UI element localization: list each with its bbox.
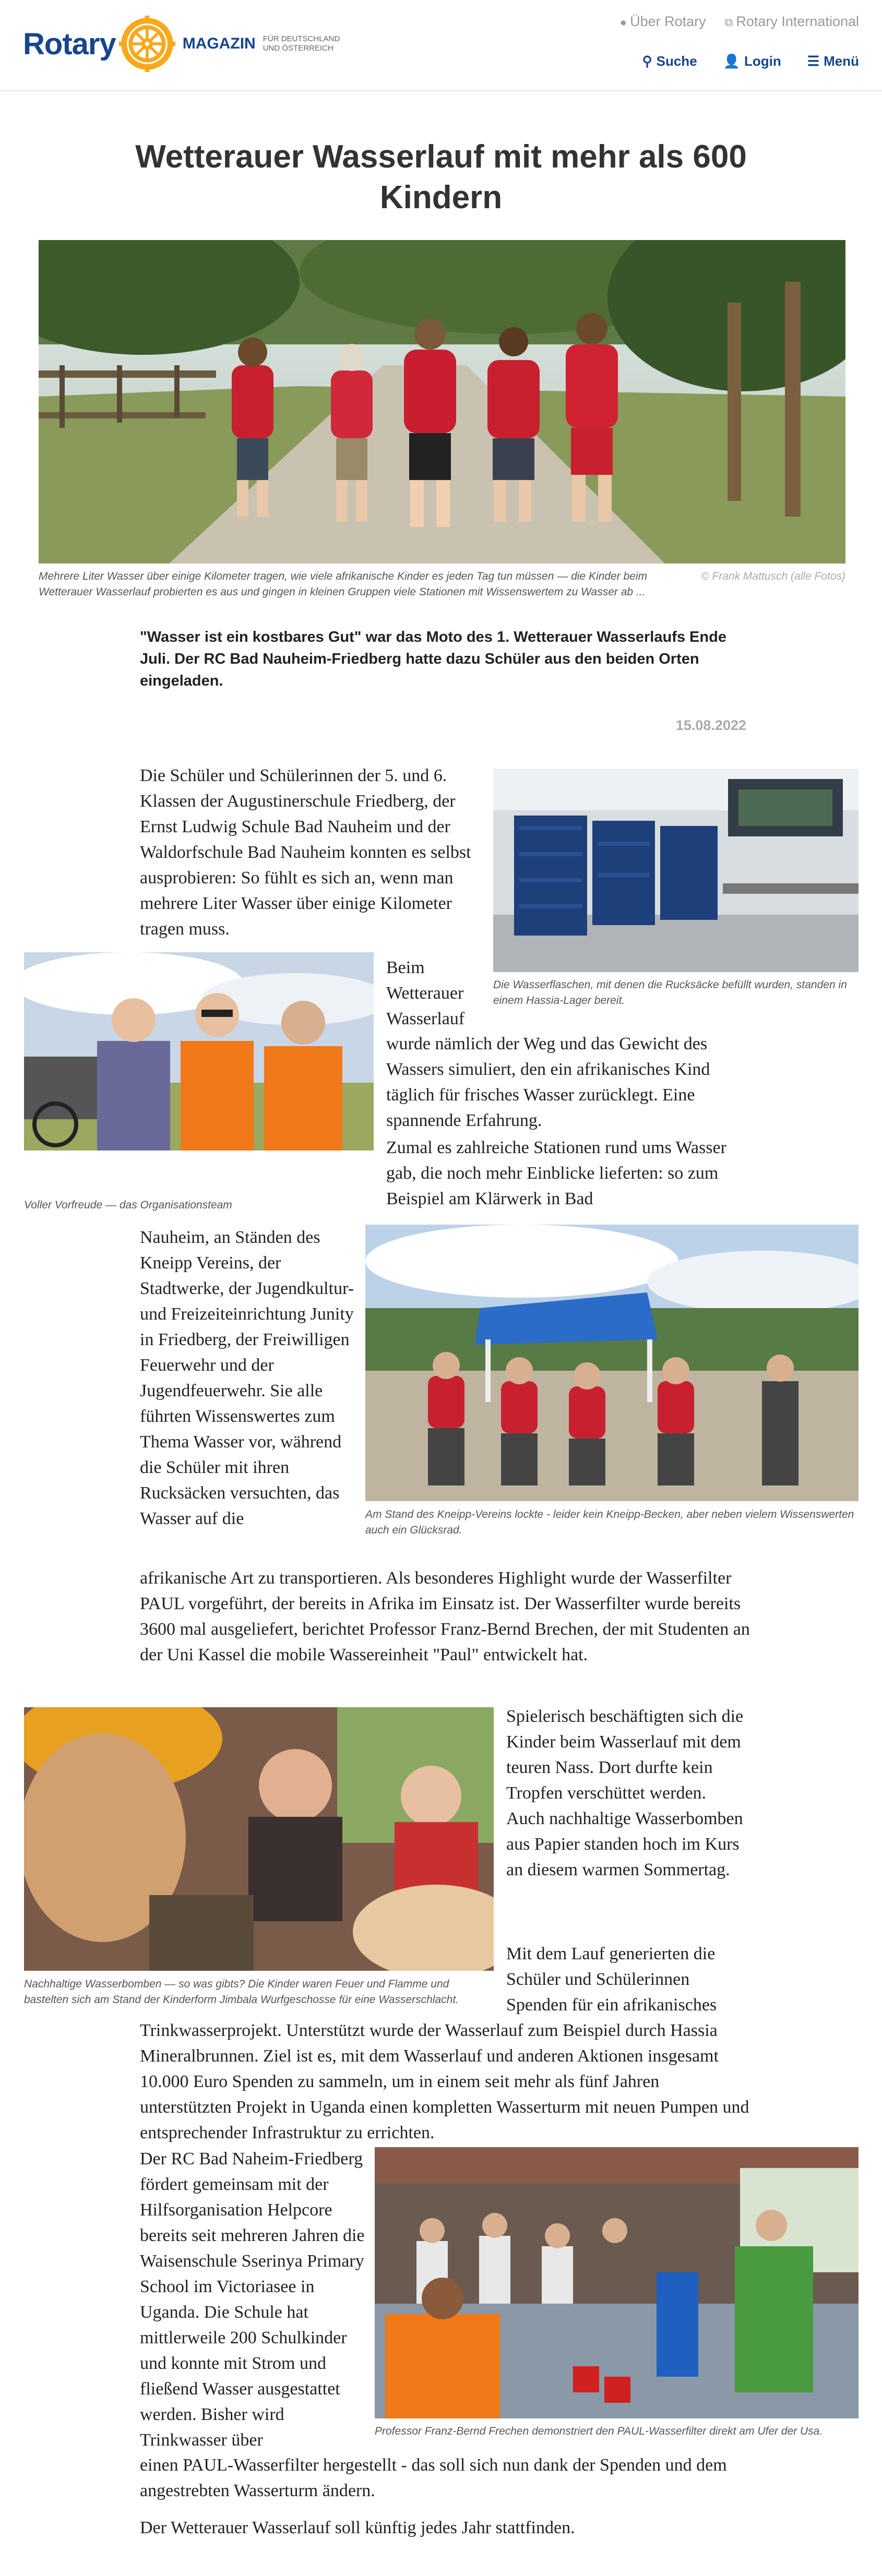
article-title: Wetterauer Wasserlauf mit mehr als 600 Kindern [135,139,747,215]
hero-photo-illustration [39,240,845,564]
photo-bottles-illustration [493,769,859,972]
caption-5: Professor Franz-Bernd Frechen demonstriert den PAUL-Wasserfilter direkt am Ufer der Usa. [375,2425,823,2437]
globe-icon: ● [619,16,627,29]
external-link-icon: ⧉ [724,16,733,29]
caption-3: Am Stand des Kneipp-Vereins lockte - leider kein Kneipp-Becken, aber neben vielem Wissenswerten auch ein Glücksrad. [365,1508,854,1536]
about-rotary-link[interactable]: ● Über Rotary [619,14,706,29]
photo-credit: © Frank Mattusch (alle Fotos) [701,570,845,582]
hero-caption-text: Mehrere Liter Wasser über einige Kilometer tragen, wie viele afrikanische Kinder es jeden Tag tun müssen — die Kinder beim Wetterauer Wasserlauf probierten es aus und gingen in kleinen Gruppen viele Stationen mit Wissenswertem zu Wasser ab ... [39,570,648,598]
photo-water-bottles[interactable] [493,769,859,972]
rotary-international-link[interactable]: ⧉ Rotary International [724,14,859,29]
search-button[interactable]: ⚲ Suche [642,53,697,69]
article-lead: "Wasser ist ein kostbares Gut" war das Moto des 1. Wetterauer Wasserlaufs Ende Juli. Der RC Bad Nauheim-Friedberg hatte dazu Schüler aus den beiden Orten eingeladen. [140,629,726,689]
paragraph-3-mid: Nauheim, an Ständen des Kneipp Vereins, der Stadtwerke, der Jugendkultur- und Freizeiteinrichtung Junity in Friedberg, der Freiwilligen Feuerwehr und der Jugendfeuerwehr. Sie alle führten Wissenswertes zum Thema Wasser vor, während die Schüler mit ihren Rucksäcken versuchten, das Wasser auf die [140,1228,354,1528]
caption-4: Nachhaltige Wasserbomben — so was gibts? Die Kinder waren Feuer und Flamme und bastelten sich am Stand der Kinderform Jimbala Wurfgeschosse für eine Wasserschlacht. [24,1978,459,2006]
paragraph-2-head: Beim Wetterauer Wasserlauf [386,958,465,1028]
paragraph-5-head: Mit dem Lauf generierten die Schüler und Schülerinnen Spenden für ein afrikanisches [506,1944,717,2015]
paragraph-2: wurde nämlich der Weg und das Gewicht des Wassers simuliert, den ein afrikanisches Kind täglich für frisches Wasser zurücklegt. Eine spannende Erfahrung. [386,1034,710,1130]
hero-image[interactable] [39,240,845,564]
photo-water-bombs[interactable] [24,1707,494,1971]
paragraph-6-tail: einen PAUL-Wasserfilter hergestellt - das soll sich nun dank der Spenden und dem angestrebten Wasserturm ändern. [140,2455,727,2500]
main-nav [642,53,859,69]
photo-orga-team[interactable] [24,952,374,1151]
logo-rotary-text: Rotary [23,27,116,61]
paragraph-4: Spielerisch beschäftigten sich die Kinder beim Wasserlauf mit dem teuren Nass. Dort durfte kein Tropfen verschüttet werden. Auch nachhaltige Wasserbomben aus Papier standen hoch im Kurs an diesem warmen Sommertag. [506,1707,744,1879]
site-header [0,0,882,91]
paragraph-3-head: Zumal es zahlreiche Stationen rund ums Wasser gab, die noch mehr Einblicke lieferten: so zum Beispiel am Klärwerk in Bad [386,1138,726,1208]
photo-kneipp-stand[interactable] [365,1225,859,1501]
rotary-wheel-icon [119,16,175,72]
hero-caption [39,569,845,600]
photo-bombs-illustration [24,1707,494,1971]
logo-magazin-text: MAGAZIN [182,35,256,52]
paragraph-6-head: Der RC Bad Naheim-Friedberg fördert gemeinsam mit der Hilfsorganisation Helpcore bereits seit mehreren Jahren die Waisenschule Sserinya Primary School im Victoriasee in Uganda. Die Schule hat mittlerweile 200 Schulkinder und konnte mit Strom und fließend Wasser ausgestattet werden. Bisher wird Trinkwasser über [140,2149,365,2450]
paragraph-1: Die Schüler und Schülerinnen der 5. und 6. Klassen der Augustinerschule Friedberg, der Ernst Ludwig Schule Bad Nauheim und der Waldorfschule Bad Nauheim konnten es selbst ausprobieren: So fühlt es sich an, wenn man mehrere Liter Wasser über einige Kilometer tragen muss. [140,766,471,939]
paragraph-3-tail: afrikanische Art zu transportieren. Als besonderes Highlight wurde der Wasserfilter PAUL vorgeführt, der bereits in Afrika im Einsatz ist. Der Wasserfilter wurde bereits 3600 mal ausgeliefert, berichtet Professor Franz-Bernd Brechen, der mit Studenten an der Uni Kassel die mobile Wassereinheit "Paul" entwickelt hat. [140,1568,750,1664]
login-button[interactable]: 👤 Login [723,53,781,69]
photo-team-illustration [24,952,374,1151]
site-logo[interactable] [23,16,341,72]
search-icon: ⚲ [642,53,652,69]
caption-1: Die Wasserflaschen, mit denen die Rucksäcke befüllt wurden, standen in einem Hassia-Lager bereit. [493,979,847,1007]
caption-2: Voller Vorfreude — das Organisationsteam [24,1199,232,1211]
user-icon: 👤 [723,53,741,69]
menu-button[interactable]: ☰ Menü [807,53,859,69]
paragraph-7: Der Wetterauer Wasserlauf soll künftig jedes Jahr stattfinden. [140,2518,575,2537]
article-date: 15.08.2022 [675,717,746,733]
photo-kneipp-illustration [365,1225,859,1501]
paragraph-5-tail: Trinkwasserprojekt. Unterstützt wurde der Wasserlauf zum Beispiel durch Hassia Mineralbrunnen. Ziel ist es, mit dem Wasserlauf und anderen Aktionen insgesamt 10.000 Euro Spenden zu sammeln, um in einem seit mehr als fünf Jahren unterstützten Projekt in Uganda einen kompletten Wasserturm mit neuen Pumpen und entsprechender Infrastruktur zu errichten. [140,2021,749,2142]
top-links [620,14,859,30]
photo-paul-filter[interactable] [375,2147,859,2418]
logo-subtitle: FÜR DEUTSCHLAND UND ÖSTERREICH [263,34,340,53]
hamburger-icon: ☰ [807,53,820,69]
photo-paul-illustration [375,2147,859,2418]
